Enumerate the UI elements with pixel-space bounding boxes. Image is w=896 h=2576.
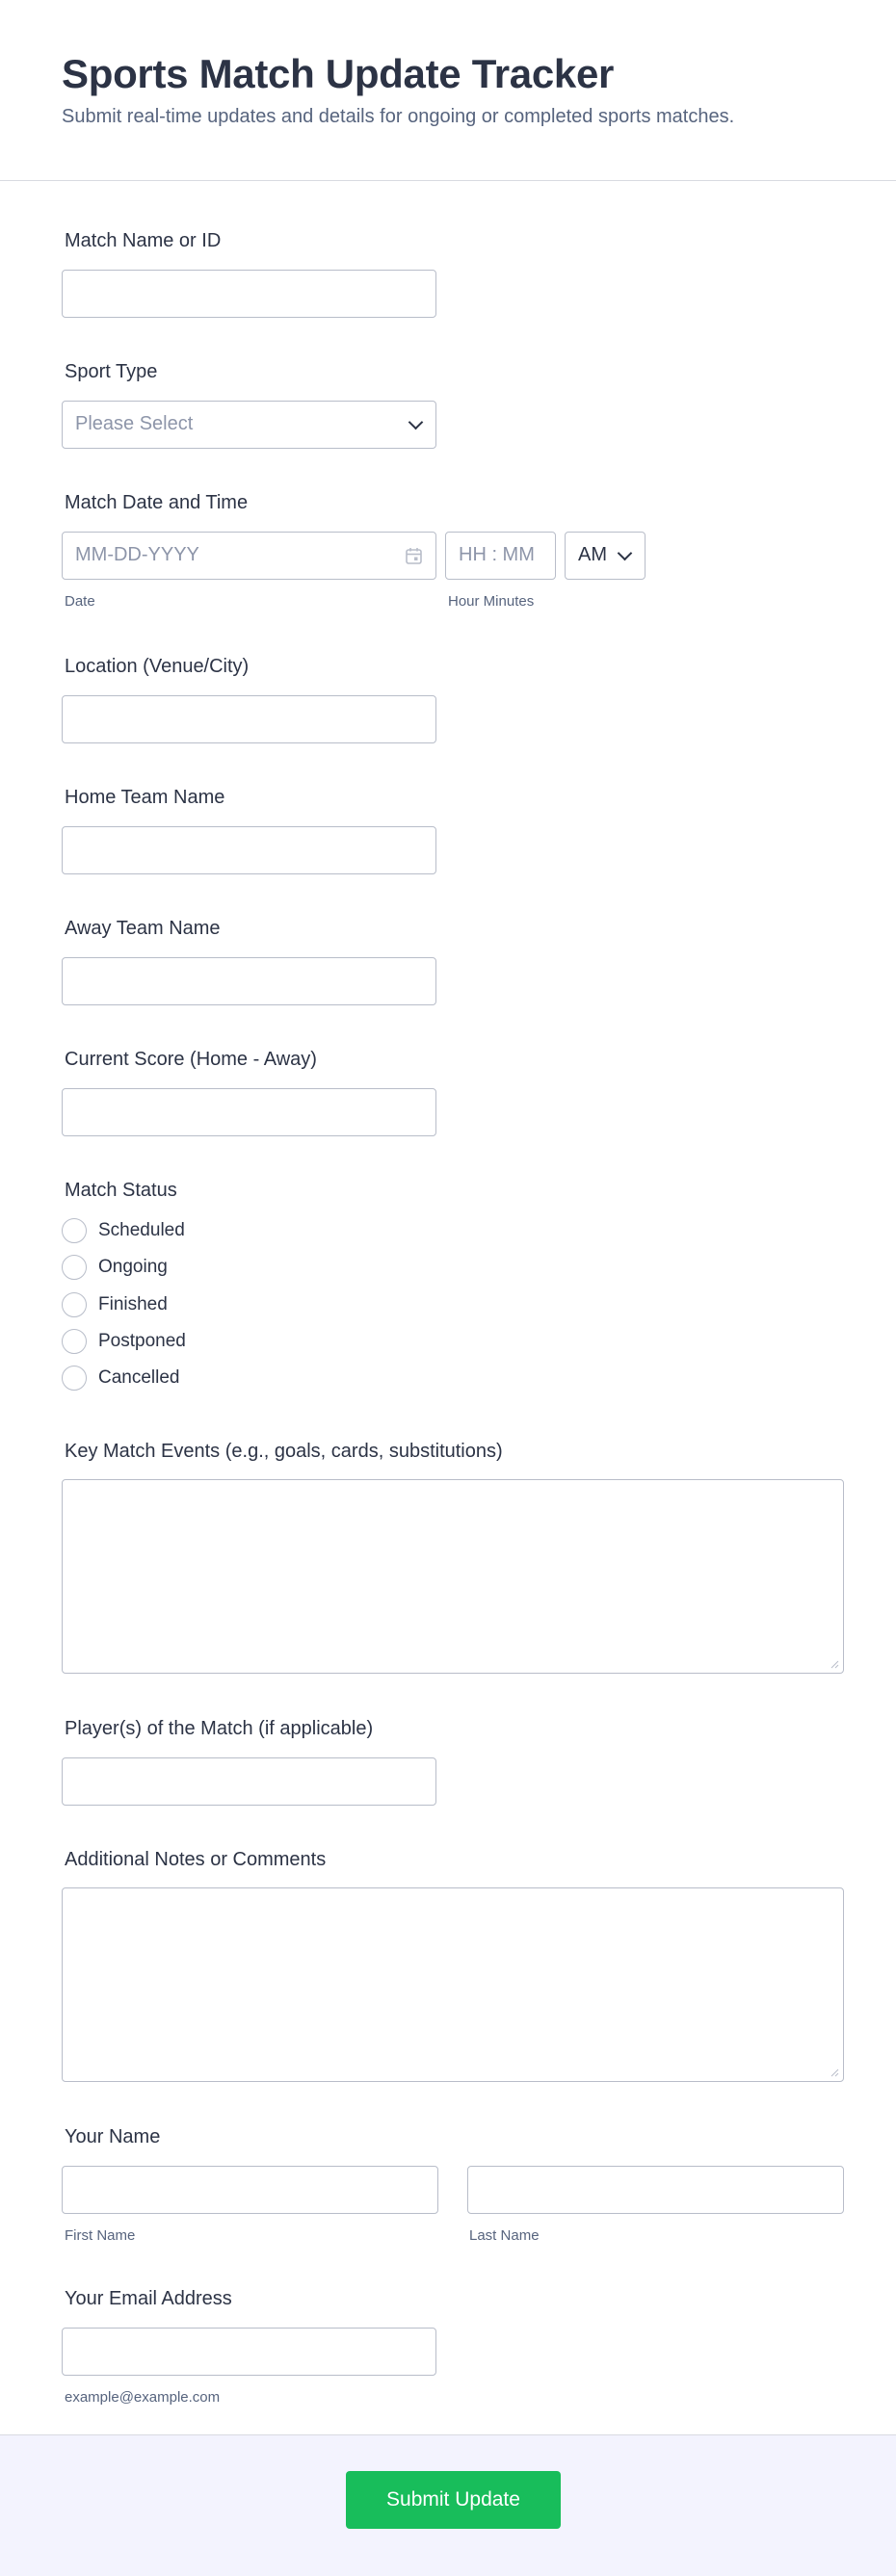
status-option-scheduled[interactable] — [62, 1218, 185, 1243]
home-team-label: Home Team Name — [65, 787, 225, 808]
home-team-input[interactable] — [62, 826, 436, 874]
last-name-sublabel: Last Name — [469, 2227, 540, 2244]
calendar-icon[interactable] — [406, 547, 422, 564]
match-name-input[interactable] — [62, 270, 436, 318]
key-events-field — [62, 1439, 503, 1464]
email-input[interactable] — [62, 2328, 436, 2376]
form-title: Sports Match Update Tracker — [62, 51, 615, 96]
sport-type-placeholder: Please Select — [75, 413, 194, 434]
time-placeholder: HH : MM — [459, 544, 535, 565]
time-input[interactable] — [445, 532, 556, 580]
radio-label: Scheduled — [98, 1220, 185, 1240]
radio-label: Ongoing — [98, 1257, 168, 1277]
match-name-field — [62, 228, 221, 253]
time-sublabel: Hour Minutes — [448, 593, 535, 610]
key-events-textarea[interactable] — [62, 1479, 844, 1674]
resize-handle-icon[interactable] — [830, 2068, 839, 2077]
match-status-field — [62, 1178, 447, 1388]
radio-button[interactable] — [62, 1218, 87, 1243]
location-field — [62, 654, 249, 679]
away-team-label: Away Team Name — [65, 918, 221, 939]
radio-button[interactable] — [62, 1329, 87, 1354]
player-of-match-input[interactable] — [62, 1757, 436, 1806]
location-input[interactable] — [62, 695, 436, 743]
email-field — [62, 2286, 232, 2406]
ampm-select[interactable] — [565, 532, 646, 580]
form-footer — [0, 2434, 896, 2576]
sport-type-label: Sport Type — [65, 361, 158, 382]
date-sublabel: Date — [65, 593, 95, 610]
chevron-down-icon — [408, 415, 424, 430]
player-of-match-field — [62, 1716, 373, 1741]
radio-label: Cancelled — [98, 1367, 180, 1388]
sport-type-field — [62, 359, 194, 434]
submit-button[interactable]: Submit Update — [346, 2471, 561, 2529]
match-datetime-label: Match Date and Time — [65, 492, 249, 513]
radio-label: Finished — [98, 1294, 168, 1314]
ampm-value: AM — [578, 544, 607, 565]
radio-button[interactable] — [62, 1255, 87, 1280]
status-option-finished[interactable] — [62, 1292, 168, 1317]
current-score-field — [62, 1047, 317, 1072]
key-events-label: Key Match Events (e.g., goals, cards, substitutions) — [65, 1441, 503, 1462]
date-input[interactable] — [62, 532, 436, 580]
status-option-postponed[interactable] — [62, 1329, 186, 1354]
form-subtitle: Submit real-time updates and details for ongoing or completed sports matches. — [62, 106, 735, 127]
match-name-label: Match Name or ID — [65, 230, 222, 251]
additional-notes-label: Additional Notes or Comments — [65, 1849, 327, 1870]
current-score-label: Current Score (Home - Away) — [65, 1049, 317, 1070]
resize-handle-icon[interactable] — [830, 1659, 839, 1669]
last-name-input[interactable] — [467, 2166, 844, 2214]
status-option-cancelled[interactable] — [62, 1366, 180, 1391]
additional-notes-field — [62, 1847, 326, 1872]
your-name-label: Your Name — [65, 2126, 161, 2147]
first-name-input[interactable] — [62, 2166, 438, 2214]
radio-button[interactable] — [62, 1366, 87, 1391]
match-datetime-field — [62, 490, 607, 610]
radio-button[interactable] — [62, 1292, 87, 1317]
sport-type-select[interactable] — [62, 401, 436, 449]
current-score-input[interactable] — [62, 1088, 436, 1136]
email-sublabel: example@example.com — [65, 2389, 221, 2406]
location-label: Location (Venue/City) — [65, 656, 250, 677]
date-placeholder: MM-DD-YYYY — [75, 544, 199, 565]
email-label: Your Email Address — [65, 2288, 232, 2309]
away-team-input[interactable] — [62, 957, 436, 1005]
first-name-sublabel: First Name — [65, 2227, 136, 2244]
additional-notes-textarea[interactable] — [62, 1887, 844, 2082]
player-of-match-label: Player(s) of the Match (if applicable) — [65, 1718, 374, 1739]
away-team-field — [62, 916, 221, 941]
radio-label: Postponed — [98, 1331, 186, 1351]
chevron-down-icon — [618, 546, 633, 561]
home-team-field — [62, 785, 224, 810]
your-name-field — [62, 2124, 540, 2244]
match-status-label: Match Status — [65, 1180, 177, 1201]
status-option-ongoing[interactable] — [62, 1255, 168, 1280]
form-header — [0, 0, 896, 181]
